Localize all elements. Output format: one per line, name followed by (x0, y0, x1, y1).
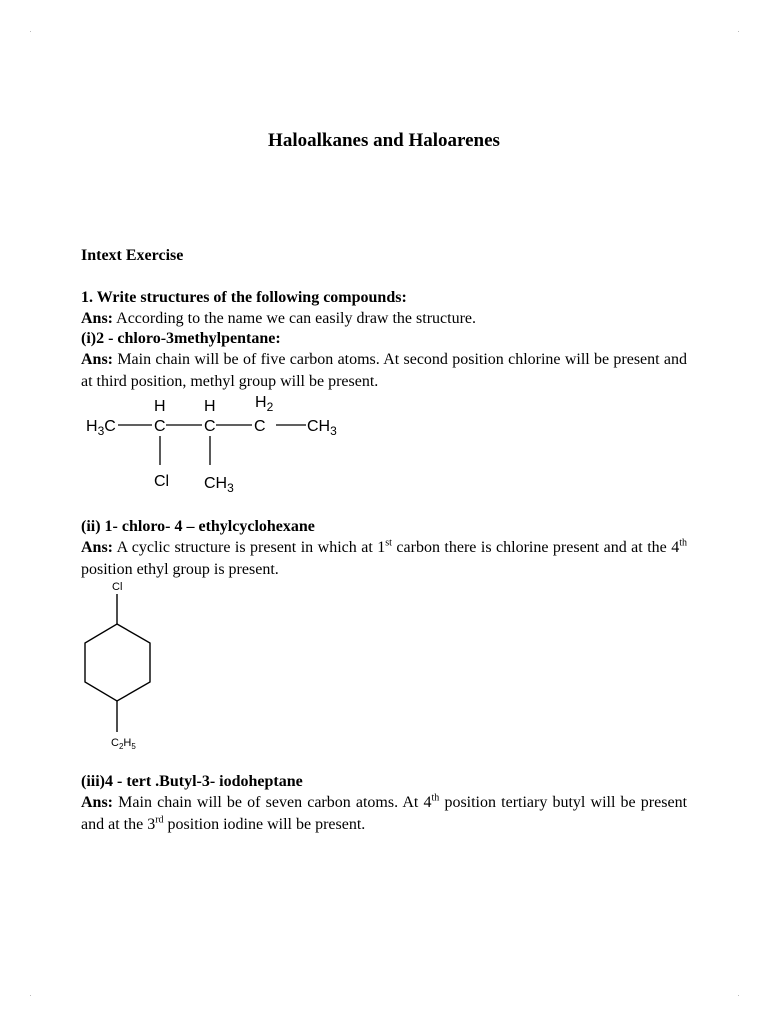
section-heading: Intext Exercise (81, 247, 184, 264)
page-title: Haloalkanes and Haloarenes (268, 130, 500, 151)
ch3-end-label: $CH_3$ (307, 418, 337, 438)
ans-label: Ans: (81, 351, 114, 368)
scan-mark (738, 31, 739, 32)
ans-text-a: Main chain will be of seven carbon atoms. At 4 (118, 794, 432, 811)
ans-text: Main chain will be of five carbon atoms. At second position chlorine will be present and at third position, methyl group will be present. (81, 351, 688, 390)
part-3-answer (81, 792, 687, 836)
ordinal-sup: st (385, 537, 392, 549)
ordinal-sup: th (679, 537, 688, 549)
h-top-1-label: H (154, 398, 166, 415)
ans-text-b: position tertiary butyl will be present and at the 3 (81, 794, 688, 833)
part-2-answer (81, 537, 687, 581)
scan-mark (30, 31, 31, 32)
ch3-substituent-label: $CH_3$ (204, 475, 234, 495)
carbon-4-label: C (254, 418, 266, 435)
part-1-heading: (i)2 - chloro-3methylpentane: (81, 330, 281, 347)
part-3-heading: (iii)4 - tert .Butyl-3- iodoheptane (81, 773, 303, 790)
h2-top-label: $H_2$ (255, 394, 274, 414)
ans-text-a: A cyclic structure is present in which at 1 (116, 539, 386, 556)
carbon-2-label: C (154, 418, 166, 435)
structure-2-chloro-3-methylpentane (80, 390, 360, 495)
carbon-3-label: C (204, 418, 216, 435)
structure-1-chloro-4-ethylcyclohexane (70, 576, 190, 756)
cl-substituent-label: Cl (154, 473, 170, 490)
part-1-answer (81, 349, 687, 393)
h-top-2-label: H (204, 398, 216, 415)
part-2-heading: (ii) 1- chloro- 4 – ethylcyclohexane (81, 518, 315, 535)
ans-label: Ans: (81, 539, 114, 556)
ans-label: Ans: (81, 310, 114, 327)
ans-text: According to the name we can easily draw the structure. (116, 310, 476, 327)
scan-mark (738, 995, 739, 996)
ordinal-sup: rd (155, 814, 164, 826)
ans-text-c: position iodine will be present. (163, 816, 366, 833)
c2h5-label: $C_2H_5$ (111, 737, 136, 751)
cl-label: Cl (112, 581, 123, 593)
ordinal-sup: th (431, 792, 440, 804)
ans-text-b: carbon there is chlorine present and at the 4 (391, 539, 680, 556)
scan-mark (30, 995, 31, 996)
ans-text-c: position ethyl group is present. (81, 561, 279, 578)
cyclohexane-ring (85, 624, 150, 701)
h3c-label: $H_3C$ (86, 418, 116, 438)
question-1-heading: 1. Write structures of the following compounds: (81, 289, 407, 306)
ans-label: Ans: (81, 794, 114, 811)
question-1-answer (81, 308, 687, 330)
